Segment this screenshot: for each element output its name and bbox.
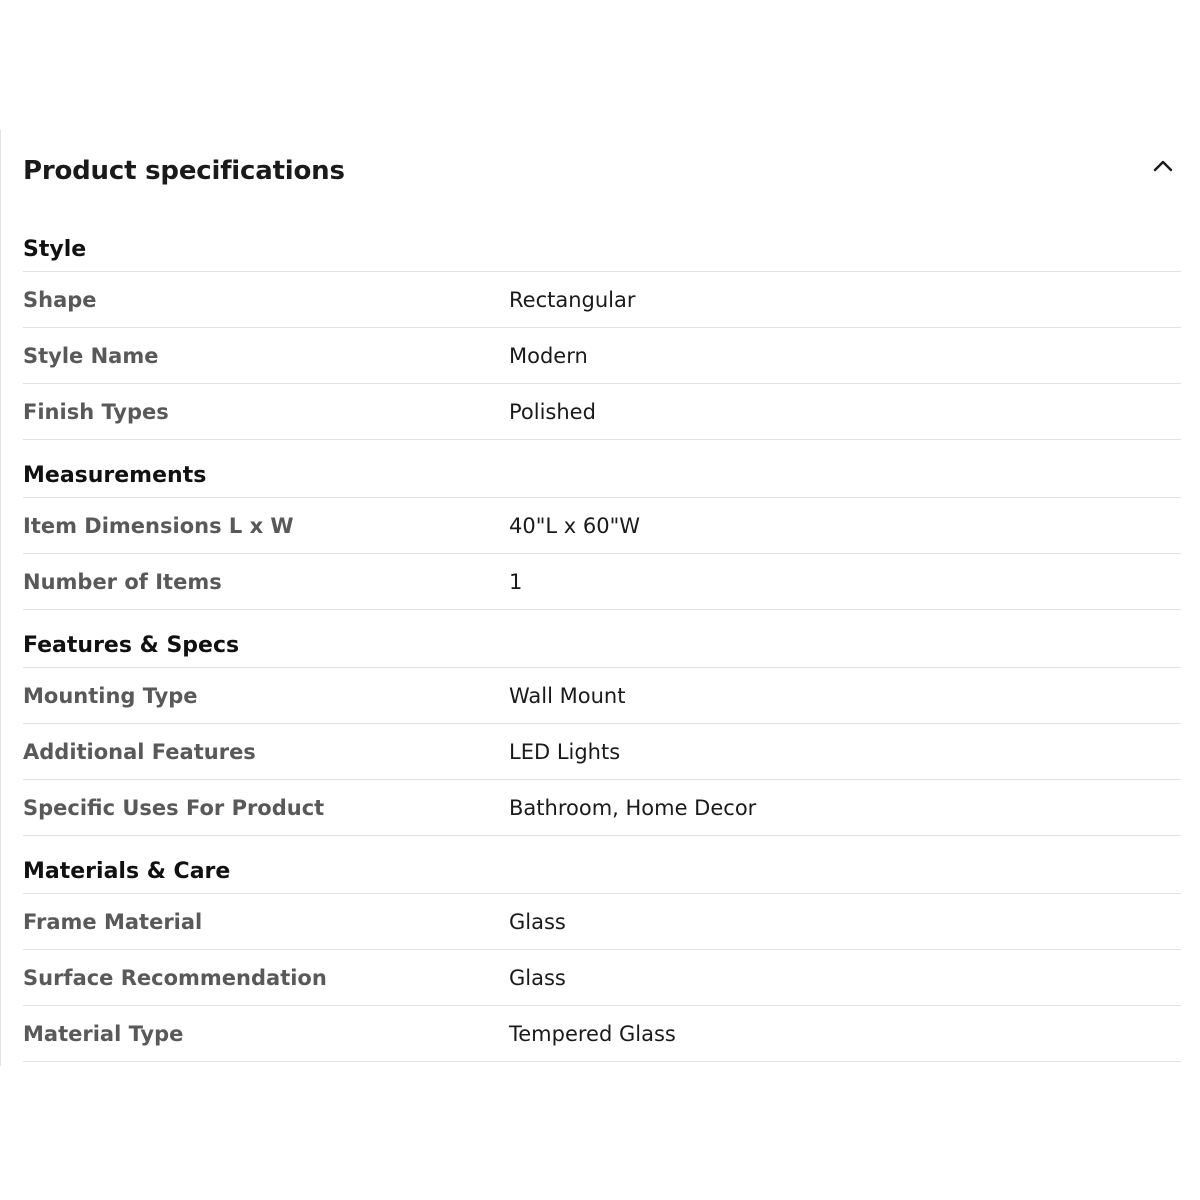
spec-label: Mounting Type (23, 684, 198, 708)
spec-value: Glass (509, 910, 566, 934)
section-heading-label: Materials & Care (23, 859, 231, 884)
section-heading-label: Features & Specs (23, 633, 240, 658)
spec-label: Frame Material (23, 910, 203, 934)
spec-label: Item Dimensions L x W (23, 514, 294, 538)
spec-value: Bathroom, Home Decor (509, 796, 757, 820)
spec-label: Shape (23, 288, 97, 312)
spec-row (23, 724, 1181, 780)
spec-row (23, 272, 1181, 328)
section-heading-measurements (23, 440, 1181, 498)
spec-row (23, 328, 1181, 384)
spec-label: Additional Features (23, 740, 256, 764)
panel-title: Product specifications (23, 156, 345, 186)
spec-value: Rectangular (509, 288, 636, 312)
chevron-up-icon (1151, 154, 1175, 178)
spec-value: Tempered Glass (509, 1022, 676, 1046)
collapse-toggle-button[interactable] (1145, 148, 1181, 184)
spec-value: Modern (509, 344, 588, 368)
spec-row (23, 384, 1181, 440)
spec-row (23, 950, 1181, 1006)
section-heading-style (23, 214, 1181, 272)
spec-row (23, 554, 1181, 610)
spec-value: Glass (509, 966, 566, 990)
spec-row (23, 668, 1181, 724)
spec-value: LED Lights (509, 740, 621, 764)
spec-label: Finish Types (23, 400, 169, 424)
spec-label: Surface Recommendation (23, 966, 327, 990)
spec-row (23, 1006, 1181, 1062)
spec-label: Material Type (23, 1022, 184, 1046)
panel-header[interactable] (23, 130, 1181, 214)
spec-label: Specific Uses For Product (23, 796, 325, 820)
spec-value: Polished (509, 400, 596, 424)
spec-row (23, 498, 1181, 554)
spec-value: Wall Mount (509, 684, 626, 708)
spec-value: 1 (509, 570, 523, 594)
specifications-list (23, 214, 1181, 1062)
spec-label: Number of Items (23, 570, 222, 594)
spec-row (23, 780, 1181, 836)
section-heading-label: Measurements (23, 463, 207, 488)
section-heading-label: Style (23, 237, 87, 262)
section-heading-features-specs (23, 610, 1181, 668)
section-heading-materials-care (23, 836, 1181, 894)
spec-row (23, 894, 1181, 950)
product-specifications-panel (0, 130, 1200, 1066)
spec-label: Style Name (23, 344, 159, 368)
spec-value: 40"L x 60"W (509, 514, 641, 538)
